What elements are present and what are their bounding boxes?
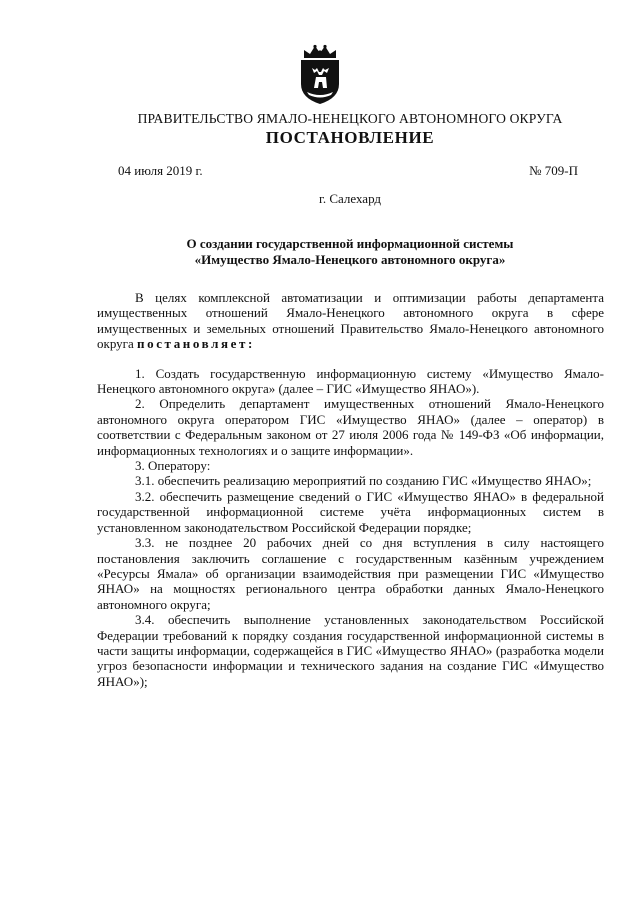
subject-line: «Имущество Ямало-Ненецкого автономного округа» xyxy=(194,252,506,267)
item-paragraph: 3.1. обеспечить реализацию мероприятий по созданию ГИС «Имущество ЯНАО»; xyxy=(135,473,592,489)
document-type-title: ПОСТАНОВЛЕНИЕ xyxy=(265,128,435,147)
item-paragraph: 3. Оператору: xyxy=(135,458,211,474)
subject-line: О создании государственной информационной системы xyxy=(186,236,514,251)
government-title: ПРАВИТЕЛЬСТВО ЯМАЛО-НЕНЕЦКОГО АВТОНОМНОГО ОКРУГА xyxy=(137,111,563,126)
coat-of-arms-icon xyxy=(295,44,345,106)
decree-word: постановляет: xyxy=(137,336,255,352)
preamble-paragraph xyxy=(97,290,604,352)
document-city: г. Салехард xyxy=(318,191,382,206)
document-number: № 709-П xyxy=(529,163,578,178)
item-paragraph: 3.2. обеспечить размещение сведений о ГИС «Имущество ЯНАО» в федеральной государственной информационной системе учёта информационных систем в установленном законодательством Российской Федерации порядке; xyxy=(97,488,604,535)
document-body xyxy=(97,290,604,689)
preamble-text: В целях комплексной автоматизации и оптимизации работы департамента имущественных отношений Ямало-Ненецкого автономного округа в сфере имущественных и земельных отношений Правительство Ямало-Ненецкого автономного округа xyxy=(97,290,604,352)
item-paragraph: 3.3. не позднее 20 рабочих дней со дня вступления в силу настоящего постановления заключить соглашение с государственным казённым учреждением «Ресурсы Ямала» об организации взаимодействия при размещении ГИС «Имущество ЯНАО» на мощностях регионального центра обработки данных Ямало-Ненецкого автономного округа; xyxy=(97,535,604,612)
document-subject xyxy=(100,236,600,268)
document-date: 04 июля 2019 г. xyxy=(118,163,203,178)
item-paragraph: 3.4. обеспечить выполнение установленных законодательством Российской Федерации требований к порядку создания государственной информационной системы в части защиты информации, содержащейся в ГИС «Имущество ЯНАО» (разработка модели угроз безопасности информации и технического задания на создание ГИС «Имущество ЯНАО»); xyxy=(97,612,604,689)
item-paragraph: 1. Создать государственную информационную систему «Имущество Ямало-Ненецкого автономного округа» (далее – ГИС «Имущество ЯНАО»). xyxy=(97,365,604,397)
item-paragraph: 2. Определить департамент имущественных отношений Ямало-Ненецкого автономного округа оператором ГИС «Имущество ЯНАО» (далее – оператор) в соответствии с Федеральным законом от 27 июля 2006 года № 149-ФЗ «Об информации, информационных технологиях и о защите информации». xyxy=(97,396,604,458)
